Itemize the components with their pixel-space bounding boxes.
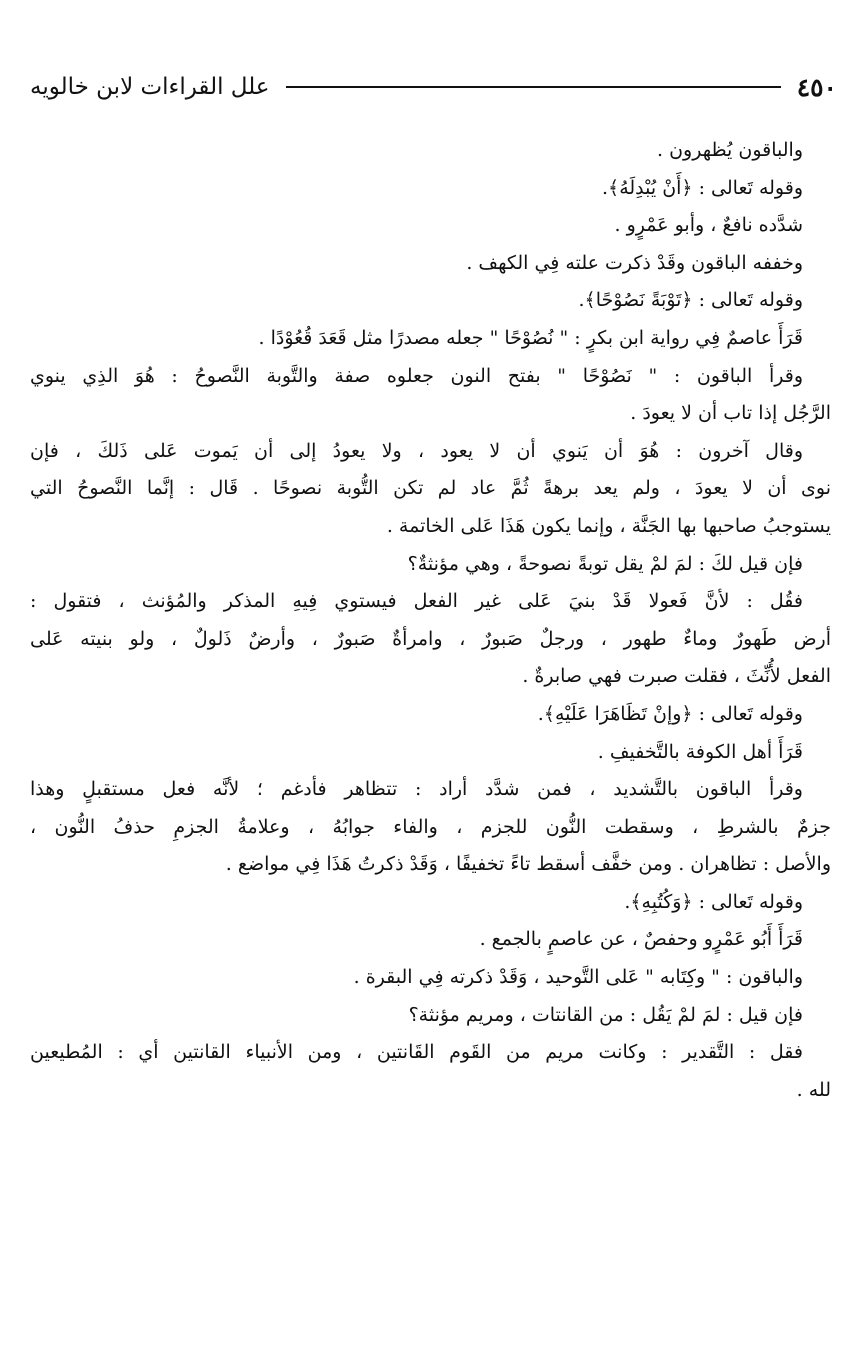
text-line: فإن قيل لكَ : لمَ لمْ يقل توبةً نصوحةً ، وهي مؤنثةٌ؟ — [407, 552, 803, 575]
text-line: وقرأ الباقون بالتَّشديد ، فمن شدَّد أراد : تتظاهر فأدغم ؛ لأنَّه فعل مستقبلٍ وهذا — [30, 778, 803, 801]
text-line: قَرَأَ أَبُو عَمْرٍو وحفصٌ ، عن عاصمٍ بالجمع . — [479, 928, 803, 951]
body-text — [30, 132, 831, 1109]
text-line: الفعل لأُنِّثَ ، فقلت صبرت فهي صابرةٌ . — [522, 665, 831, 688]
header-rule — [286, 86, 781, 88]
text-line: وقوله تَعالى : ﴿تَوْبَةً نَصُوْحًا﴾. — [578, 289, 803, 312]
text-line: لله . — [796, 1078, 831, 1101]
running-header — [30, 62, 837, 112]
text-line: وقوله تَعالى : ﴿وَكُتُبِهِ﴾. — [624, 890, 803, 913]
text-line: فإن قيل : لمَ لمْ يَقُل : من القانتات ، ومريم مؤنثة؟ — [408, 1003, 803, 1026]
text-line: وقوله تَعالى : ﴿وإنْ تَظَاهَرَا عَلَيْهِ﴾. — [537, 702, 803, 725]
text-line: فقُل : لأنَّ فَعولا قَدْ بنيَ عَلى غير الفعل فيستوي فِيهِ المذكر والمُؤنث ، فتقول : — [30, 590, 803, 613]
text-line: شدَّده نافعٌ ، وأبو عَمْرٍو . — [614, 214, 803, 237]
text-line: فقل : التَّقدير : وكانت مريم من القَوم القَانتين ، ومن الأنبياء القانتين أي : المُطيعين — [30, 1041, 803, 1064]
text-line: نوى أن لا يعودَ ، ولم يعد برهةً ثُمَّ عاد لم تكن التُّوبة نصوحًا . قَال : إنَّما النَّصوحُ التي — [30, 477, 831, 500]
text-line: قَرَأَ عاصمٌ فِي رواية ابن بكرٍ : " نُصُوْحًا " جعله مصدرًا مثل قَعَدَ قُعُوْدًا . — [258, 326, 803, 349]
text-line: وقرأ الباقون : " نَصُوْحًا " بفتح النون جعلوه صفة والتَّوبة النَّصوحُ : هُوَ الذِي ينوي — [30, 364, 803, 387]
text-line: أرض طَهورٌ وماءٌ طهور ، ورجلٌ صَبورٌ ، وامرأةٌ صَبورٌ ، وأرضٌ ذَلولٌ ، ولو بنيته عَلى — [30, 627, 831, 650]
text-line: وخففه الباقون وقَدْ ذكرت علته فِي الكهف . — [466, 251, 803, 274]
text-line: والباقون يُظهرون . — [657, 139, 803, 161]
book-title: علل القراءات لابن خالويه — [30, 74, 270, 100]
page-number: ٤٥٠ — [796, 72, 837, 102]
text-line: الرَّجُل إذا تاب أن لا يعودَ . — [630, 402, 831, 425]
text-line: والباقون : " وكِتَابه " عَلى التَّوحيد ، وَقَدْ ذكرته فِي البقرة . — [353, 966, 803, 989]
text-line: قَرَأَ أهل الكوفة بالتَّخفيفِ . — [597, 740, 803, 763]
text-line: وقال آخرون : هُوَ أن يَنوي أن لا يعود ، ولا يعودُ إلى أن يَموت عَلى ذَلكَ ، فإن — [30, 439, 803, 462]
text-line: يستوجبُ صاحبها بها الجَنَّة ، وإنما يكون هَذَا عَلى الخاتمة . — [386, 514, 831, 537]
text-line: جزمٌ بالشرطِ ، وسقطت النُّون للجزم ، والفاء جوابُهُ ، وعلامةُ الجزمِ حذفُ النُّون ، — [30, 815, 831, 838]
text-line: وقوله تَعالى : ﴿أَنْ يُبْدِلَهُ﴾. — [602, 176, 803, 199]
text-line: والأصل : تظاهران . ومن خفَّف أسقط تاءً تخفيفًا ، وَقَدْ ذكرتُ هَذَا فِي مواضع . — [225, 853, 831, 876]
